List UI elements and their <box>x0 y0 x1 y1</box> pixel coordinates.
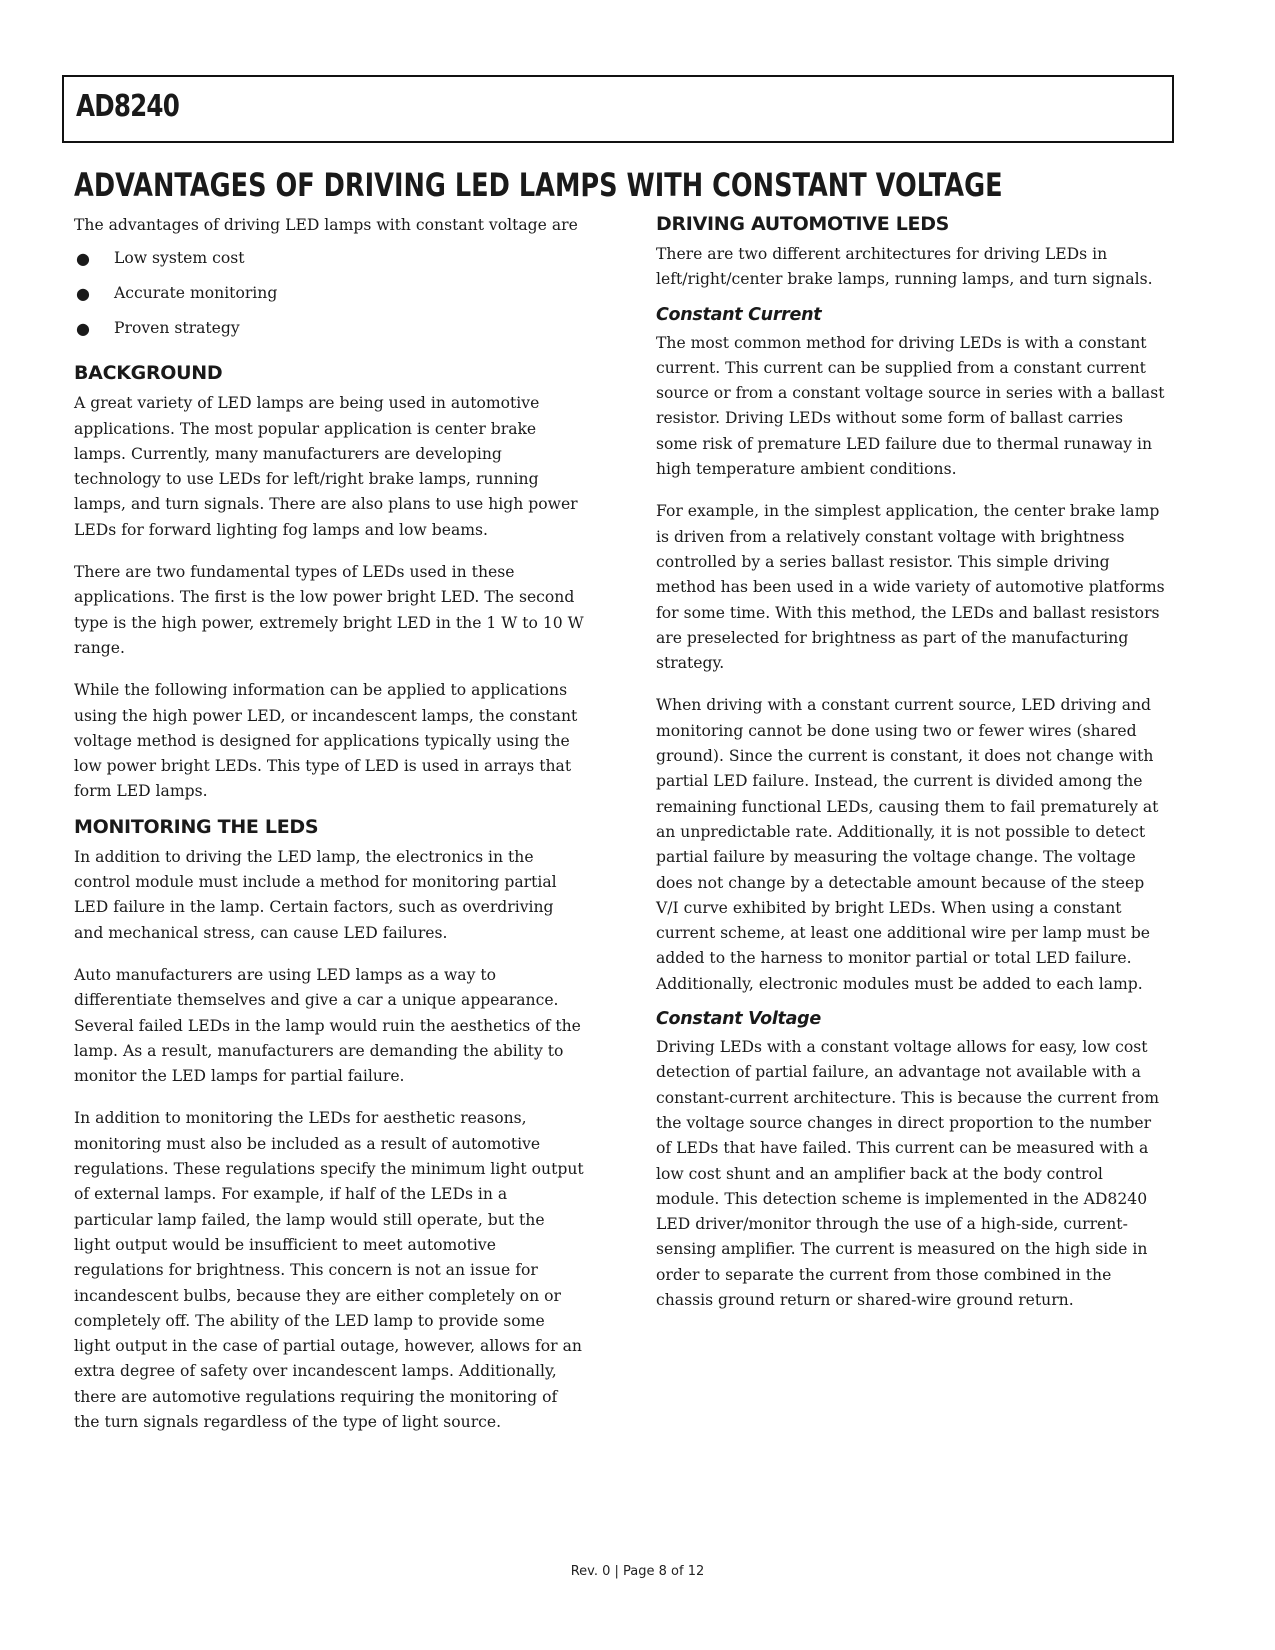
subsection-heading-constant-current: Constant Current <box>656 304 822 325</box>
background-paragraph: While the following information can be applied to applications using the high power LED, or incandescent lamps, the constant voltage method is designed for applications typically using the low power bright LEDs. This type of LED is used in arrays that form LED lamps. <box>74 681 578 801</box>
header-box <box>62 75 1174 143</box>
driving-paragraph: There are two different architectures for driving LEDs in left/right/center brake lamps, running lamps, and turn signals. <box>656 245 1153 289</box>
main-heading: ADVANTAGES OF DRIVING LED LAMPS WITH CONSTANT VOLTAGE <box>74 166 1003 204</box>
bullet-icon: ● <box>76 319 90 339</box>
monitoring-paragraph: In addition to driving the LED lamp, the electronics in the control module must include a method for monitoring partial LED failure in the lamp. Certain factors, such as overdriving and mechanical stress, can cause LED failures. <box>74 847 557 942</box>
monitoring-paragraph: Auto manufacturers are using LED lamps as a way to differentiate themselves and give a car a unique appearance. Several failed LEDs in the lamp would ruin the aesthetics of the lamp. As a result, manufacturers are demanding the ability to monitor the LED lamps for partial failure. <box>74 965 581 1086</box>
section-heading-monitoring: MONITORING THE LEDS <box>74 815 319 838</box>
right-column <box>656 213 1166 1330</box>
section-heading-background: BACKGROUND <box>74 362 223 385</box>
part-number-title: AD8240 <box>76 89 180 124</box>
constant-current-paragraph: For example, in the simplest application, the center brake lamp is driven from a relatively constant voltage with brightness controlled by a series ballast resistor. This simple driving method has been used in a wide variety of automotive platforms for some time. With this method, the LEDs and ballast resistors are preselected for brightness as part of the manufacturing strategy. <box>656 502 1165 673</box>
left-column <box>74 213 584 1452</box>
page-footer: Rev. 0 | Page 8 of 12 <box>570 1564 705 1579</box>
list-item: ● Low system cost <box>74 246 584 271</box>
constant-current-paragraph: The most common method for driving LEDs is with a constant current. This current can be supplied from a constant current source or from a constant voltage source in series with a ballast resistor. Driving LEDs without some form of ballast carries some risk of premature LED failure due to thermal runaway in high temperature ambient conditions. <box>656 333 1165 479</box>
constant-voltage-paragraph: Driving LEDs with a constant voltage allows for easy, low cost detection of partial failure, an advantage not available with a constant-current architecture. This is because the current from the voltage source changes in direct proportion to the number of LEDs that have failed. This current can be measured with a low cost shunt and an amplifier back at the body control module. This detection scheme is implemented in the AD8240 LED driver/monitor through the use of a high-side, current-sensing amplifier. The current is measured on the high side in order to separate the current from those combined in the chassis ground return or shared-wire ground return. <box>656 1038 1160 1309</box>
background-paragraph: There are two fundamental types of LEDs used in these applications. The first is the low power bright LED. The second type is the high power, extremely bright LED in the 1 W to 10 W range. <box>74 563 584 657</box>
intro-paragraph: The advantages of driving LED lamps with constant voltage are <box>74 216 578 234</box>
advantages-list <box>74 246 584 341</box>
section-heading-driving: DRIVING AUTOMOTIVE LEDS <box>656 213 950 235</box>
list-item: ● Accurate monitoring <box>74 281 584 306</box>
subsection-heading-constant-voltage: Constant Voltage <box>656 1009 821 1030</box>
monitoring-paragraph: In addition to monitoring the LEDs for aesthetic reasons, monitoring must also be included as a result of automotive regulations. These regulations specify the minimum light output of external lamps. For example, if half of the LEDs in a particular lamp failed, the lamp would still operate, but the light output would be insufficient to meet automotive regulations for brightness. This concern is not an issue for incandescent bulbs, because they are either completely on or completely off. The ability of the LED lamp to provide some light output in the case of partial outage, however, allows for an extra degree of safety over incandescent lamps. Additionally, there are automotive regulations requiring the monitoring of the turn signals regardless of the type of light source. <box>74 1109 584 1431</box>
list-item: ● Proven strategy <box>74 316 584 341</box>
background-paragraph: A great variety of LED lamps are being used in automotive applications. The most popular application is center brake lamps. Currently, many manufacturers are developing technology to use LEDs for left/right brake lamps, running lamps, and turn signals. There are also plans to use high power LEDs for forward lighting fog lamps and low beams. <box>74 394 578 539</box>
bullet-icon: ● <box>76 249 90 269</box>
constant-current-paragraph: When driving with a constant current source, LED driving and monitoring cannot be done using two or fewer wires (shared ground). Since the current is constant, it does not change with partial LED failure. Instead, the current is divided among the remaining functional LEDs, causing them to fail prematurely at an unpredictable rate. Additionally, it is not possible to detect partial failure by measuring the voltage change. The voltage does not change by a detectable amount because of the steep V/I curve exhibited by bright LEDs. When using a constant current scheme, at least one additional wire per lamp must be added to the harness to monitor partial or total LED failure. Additionally, electronic modules must be added to each lamp. <box>656 696 1159 993</box>
bullet-icon: ● <box>76 284 90 304</box>
